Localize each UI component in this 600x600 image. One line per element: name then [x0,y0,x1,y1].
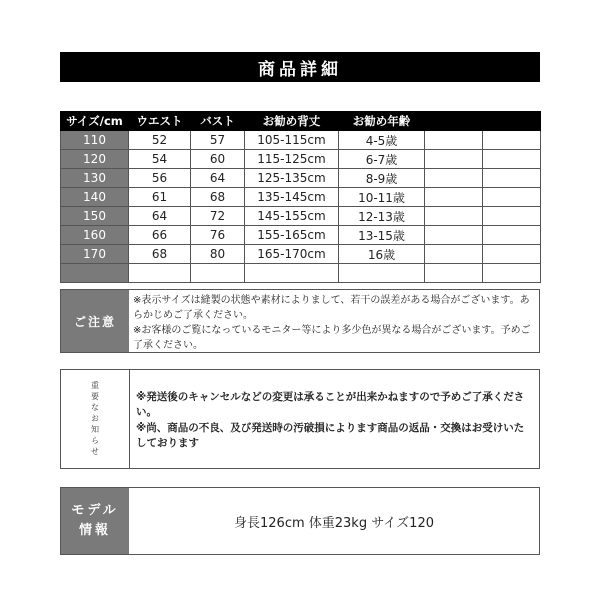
size-table-cell: 8-9歳 [339,169,425,188]
size-table-cell [483,188,541,207]
size-table-cell [425,264,483,283]
size-table-cell [339,264,425,283]
size-table-cell [425,188,483,207]
size-table-cell [425,245,483,264]
size-table-cell: 56 [129,169,191,188]
size-table-row [61,207,541,226]
important-notice-line: ※尚、商品の不良、及び発送時の汚破損によります商品の返品・交換はお受けいたしております [136,422,525,449]
size-table-cell: 125-135cm [245,169,339,188]
size-table-cell [483,169,541,188]
notes-section [60,289,540,353]
size-table-size-cell [61,264,129,283]
size-table-row [61,188,541,207]
model-info-section [60,487,540,555]
notes-line: ※表示サイズは縫製の状態や素材によりまして、若干の誤差がある場合がございます。あらかじめご了承ください。 [133,295,530,321]
size-table-size-cell: 130 [61,169,129,188]
size-table-cell [245,264,339,283]
notes-text [129,290,539,352]
notes-label: ご注意 [61,290,129,352]
size-table-cell: 105-115cm [245,131,339,150]
important-notice-text [130,370,539,468]
size-table-cell: 68 [129,245,191,264]
size-table-cell: 16歳 [339,245,425,264]
size-table-cell: 80 [191,245,245,264]
size-table-cell: 57 [191,131,245,150]
size-table-cell: 66 [129,226,191,245]
size-table-size-cell: 120 [61,150,129,169]
size-table-cell [483,264,541,283]
size-table-body [61,131,541,283]
size-table-size-cell: 110 [61,131,129,150]
size-table-cell: 76 [191,226,245,245]
size-table [60,111,541,283]
size-table-cell [129,264,191,283]
notes-line: ※お客様のご覧になっているモニター等により多少色が異なる場合がございます。予めご了承ください。 [133,325,531,351]
size-table-cell: 13-15歳 [339,226,425,245]
size-table-header-cell: お勧め年齢 [339,112,425,131]
size-table-cell: 64 [191,169,245,188]
size-table-cell [483,150,541,169]
important-notice-label-cell [61,370,130,468]
size-table-row [61,264,541,283]
important-notice-line: ※発送後のキャンセルなどの変更は承ることが出来かねますので予めご了承ください。 [136,391,525,418]
size-table-header-cell: お勧め背丈 [245,112,339,131]
model-info-text: 身長126cm 体重23kg サイズ120 [234,515,434,531]
size-table-cell: 61 [129,188,191,207]
size-table-header-cell [425,112,483,131]
size-table-cell [483,226,541,245]
size-table-cell: 64 [129,207,191,226]
size-table-cell [483,245,541,264]
size-table-cell [425,150,483,169]
size-table-size-cell: 170 [61,245,129,264]
page-title: 商品詳細 [60,52,540,82]
size-table-cell: 12-13歳 [339,207,425,226]
size-table-size-cell: 160 [61,226,129,245]
size-table-header-row [61,112,541,131]
size-table-header-cell: ウエスト [129,112,191,131]
size-table-row [61,245,541,264]
size-table-header-cell: バスト [191,112,245,131]
size-table-row [61,150,541,169]
size-table-row [61,169,541,188]
size-table-cell: 10-11歳 [339,188,425,207]
model-info-label [61,488,129,554]
size-table-size-cell: 140 [61,188,129,207]
size-table-cell: 165-170cm [245,245,339,264]
size-table-cell: 155-165cm [245,226,339,245]
size-table-cell: 72 [191,207,245,226]
important-notice-label: 重要なお知らせ [90,380,100,458]
size-table-cell: 135-145cm [245,188,339,207]
size-table-cell: 6-7歳 [339,150,425,169]
size-table-header-cell [483,112,541,131]
important-notice-section [60,369,540,469]
size-table-cell: 4-5歳 [339,131,425,150]
size-table-cell: 68 [191,188,245,207]
size-table-row [61,226,541,245]
model-info-label-line: モデル [71,503,119,518]
size-table-cell: 52 [129,131,191,150]
size-table-cell [483,131,541,150]
size-table-cell [483,207,541,226]
model-info-label-line: 情報 [78,523,111,538]
size-table-cell [191,264,245,283]
size-table-size-cell: 150 [61,207,129,226]
size-table-cell: 60 [191,150,245,169]
size-table-cell: 145-155cm [245,207,339,226]
size-table-cell [425,226,483,245]
size-table-cell [425,207,483,226]
size-table-cell [425,131,483,150]
size-table-cell: 115-125cm [245,150,339,169]
size-table-cell: 54 [129,150,191,169]
size-table-row [61,131,541,150]
size-table-header-cell: サイズ/cm [61,112,129,131]
size-table-cell [425,169,483,188]
